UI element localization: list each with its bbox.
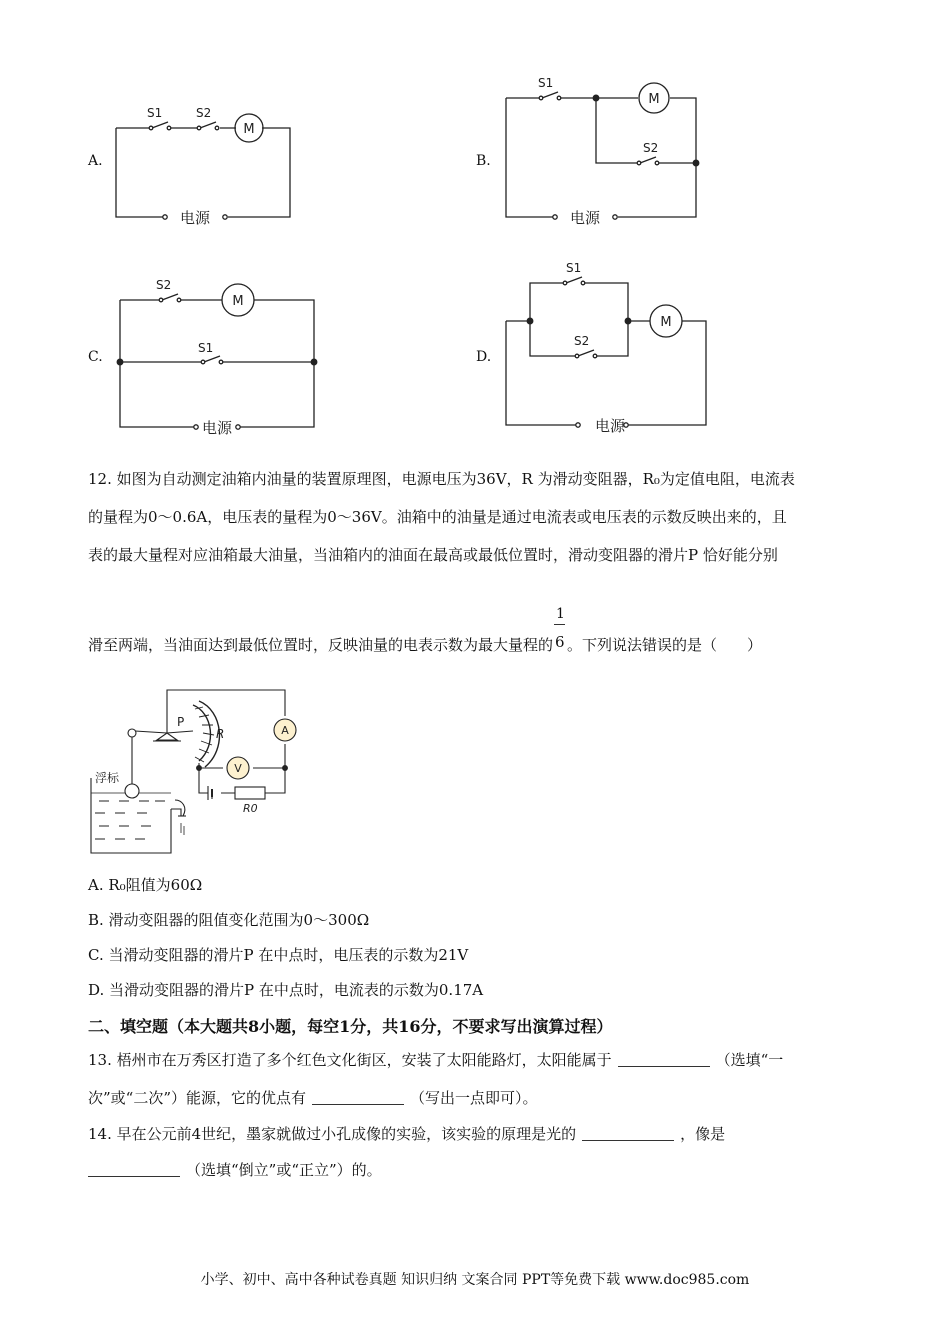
fraction-denominator: 6 bbox=[555, 633, 565, 651]
svg-text:A: A bbox=[281, 724, 289, 737]
option-a[interactable]: A. R₀阻值为60Ω bbox=[88, 876, 203, 894]
option-b[interactable]: B. 滑动变阻器的阻值变化范围为0～300Ω bbox=[88, 911, 370, 929]
question-14-line-2 bbox=[88, 1160, 382, 1180]
oil-gauge-circuit-diagram bbox=[85, 683, 305, 858]
option-c-label: C. bbox=[88, 349, 103, 365]
svg-text:R0: R0 bbox=[243, 802, 258, 815]
circuit-diagram-b bbox=[500, 70, 710, 235]
circuit-diagram-d bbox=[500, 255, 715, 440]
question-14-text-2: ，像是 bbox=[680, 1125, 726, 1143]
svg-text:M: M bbox=[232, 294, 244, 309]
answer-blank[interactable] bbox=[582, 1126, 674, 1141]
svg-text:电源: 电源 bbox=[201, 419, 233, 437]
question-12-line-4-text: 滑至两端，当油面达到最低位置时，反映油量的电表示数为最大量程的 bbox=[88, 636, 554, 654]
svg-text:S1: S1 bbox=[538, 76, 554, 90]
option-a-label: A. bbox=[88, 153, 103, 169]
svg-text:M: M bbox=[660, 315, 672, 330]
question-12-line-2: 的量程为0～0.6A，电压表的量程为0～36V。油箱中的油量是通过电流表或电压表的示数反映出来的，且 bbox=[88, 508, 787, 526]
svg-text:P: P bbox=[177, 715, 185, 729]
fraction bbox=[553, 606, 567, 652]
svg-text:S1: S1 bbox=[566, 261, 582, 275]
question-13-text-2: （选填“一 bbox=[715, 1051, 784, 1069]
svg-text:M: M bbox=[648, 92, 660, 107]
section-2-title: 二、填空题（本大题共8小题，每空1分，共16分，不要求写出演算过程） bbox=[88, 1017, 613, 1036]
svg-text:S2: S2 bbox=[643, 141, 659, 155]
question-13-line-2 bbox=[88, 1088, 538, 1108]
circuit-diagram-a bbox=[110, 95, 300, 235]
svg-text:V: V bbox=[234, 762, 242, 775]
question-14-text-3: （选填“倒立”或“正立”）的。 bbox=[186, 1161, 382, 1179]
page-footer: 小学、初中、高中各种试卷真题 知识归纳 文案合同 PPT等免费下载 www.doc985.com bbox=[200, 1272, 750, 1288]
question-13-line-1 bbox=[88, 1050, 783, 1070]
svg-text:电源: 电源 bbox=[569, 209, 601, 227]
answer-blank[interactable] bbox=[618, 1052, 710, 1067]
question-12-line-1: 12. 如图为自动测定油箱内油量的装置原理图，电源电压为36V，R 为滑动变阻器，R₀为定值电阻，电流表 bbox=[88, 470, 795, 488]
svg-text:S2: S2 bbox=[574, 334, 590, 348]
svg-text:电源: 电源 bbox=[594, 417, 626, 435]
question-14-text-1: 14. 早在公元前4世纪，墨家就做过小孔成像的实验，该实验的原理是光的 bbox=[88, 1125, 577, 1143]
option-d[interactable]: D. 当滑动变阻器的滑片P 在中点时，电流表的示数为0.17A bbox=[88, 981, 484, 999]
fraction-numerator: 1 bbox=[556, 606, 565, 622]
question-12-line-4 bbox=[88, 606, 763, 655]
question-13-text-3: 次”或“二次”）能源，它的优点有 bbox=[88, 1089, 307, 1107]
svg-text:S1: S1 bbox=[198, 341, 214, 355]
answer-blank[interactable] bbox=[88, 1162, 180, 1177]
question-13-text-4: （写出一点即可）。 bbox=[410, 1089, 538, 1107]
question-12-line-3: 表的最大量程对应油箱最大油量，当油箱内的油面在最高或最低位置时，滑动变阻器的滑片P 恰好能分别 bbox=[88, 546, 778, 564]
option-c[interactable]: C. 当滑动变阻器的滑片P 在中点时，电压表的示数为21V bbox=[88, 946, 469, 964]
circuit-diagram-c bbox=[112, 275, 322, 440]
svg-text:S2: S2 bbox=[156, 278, 172, 292]
svg-text:S1: S1 bbox=[147, 106, 163, 120]
question-14-line-1 bbox=[88, 1124, 725, 1144]
question-13-text-1: 13. 梧州市在万秀区打造了多个红色文化街区，安装了太阳能路灯，太阳能属于 bbox=[88, 1051, 612, 1069]
question-12-line-4-tail: 。下列说法错误的是（ ） bbox=[567, 636, 763, 654]
svg-text:R: R bbox=[216, 727, 225, 741]
svg-text:浮标: 浮标 bbox=[95, 771, 120, 785]
answer-blank[interactable] bbox=[312, 1090, 404, 1105]
svg-text:M: M bbox=[243, 122, 255, 137]
svg-text:S2: S2 bbox=[196, 106, 212, 120]
option-b-label: B. bbox=[476, 153, 491, 169]
svg-text:电源: 电源 bbox=[179, 209, 211, 227]
option-d-label: D. bbox=[476, 349, 492, 365]
